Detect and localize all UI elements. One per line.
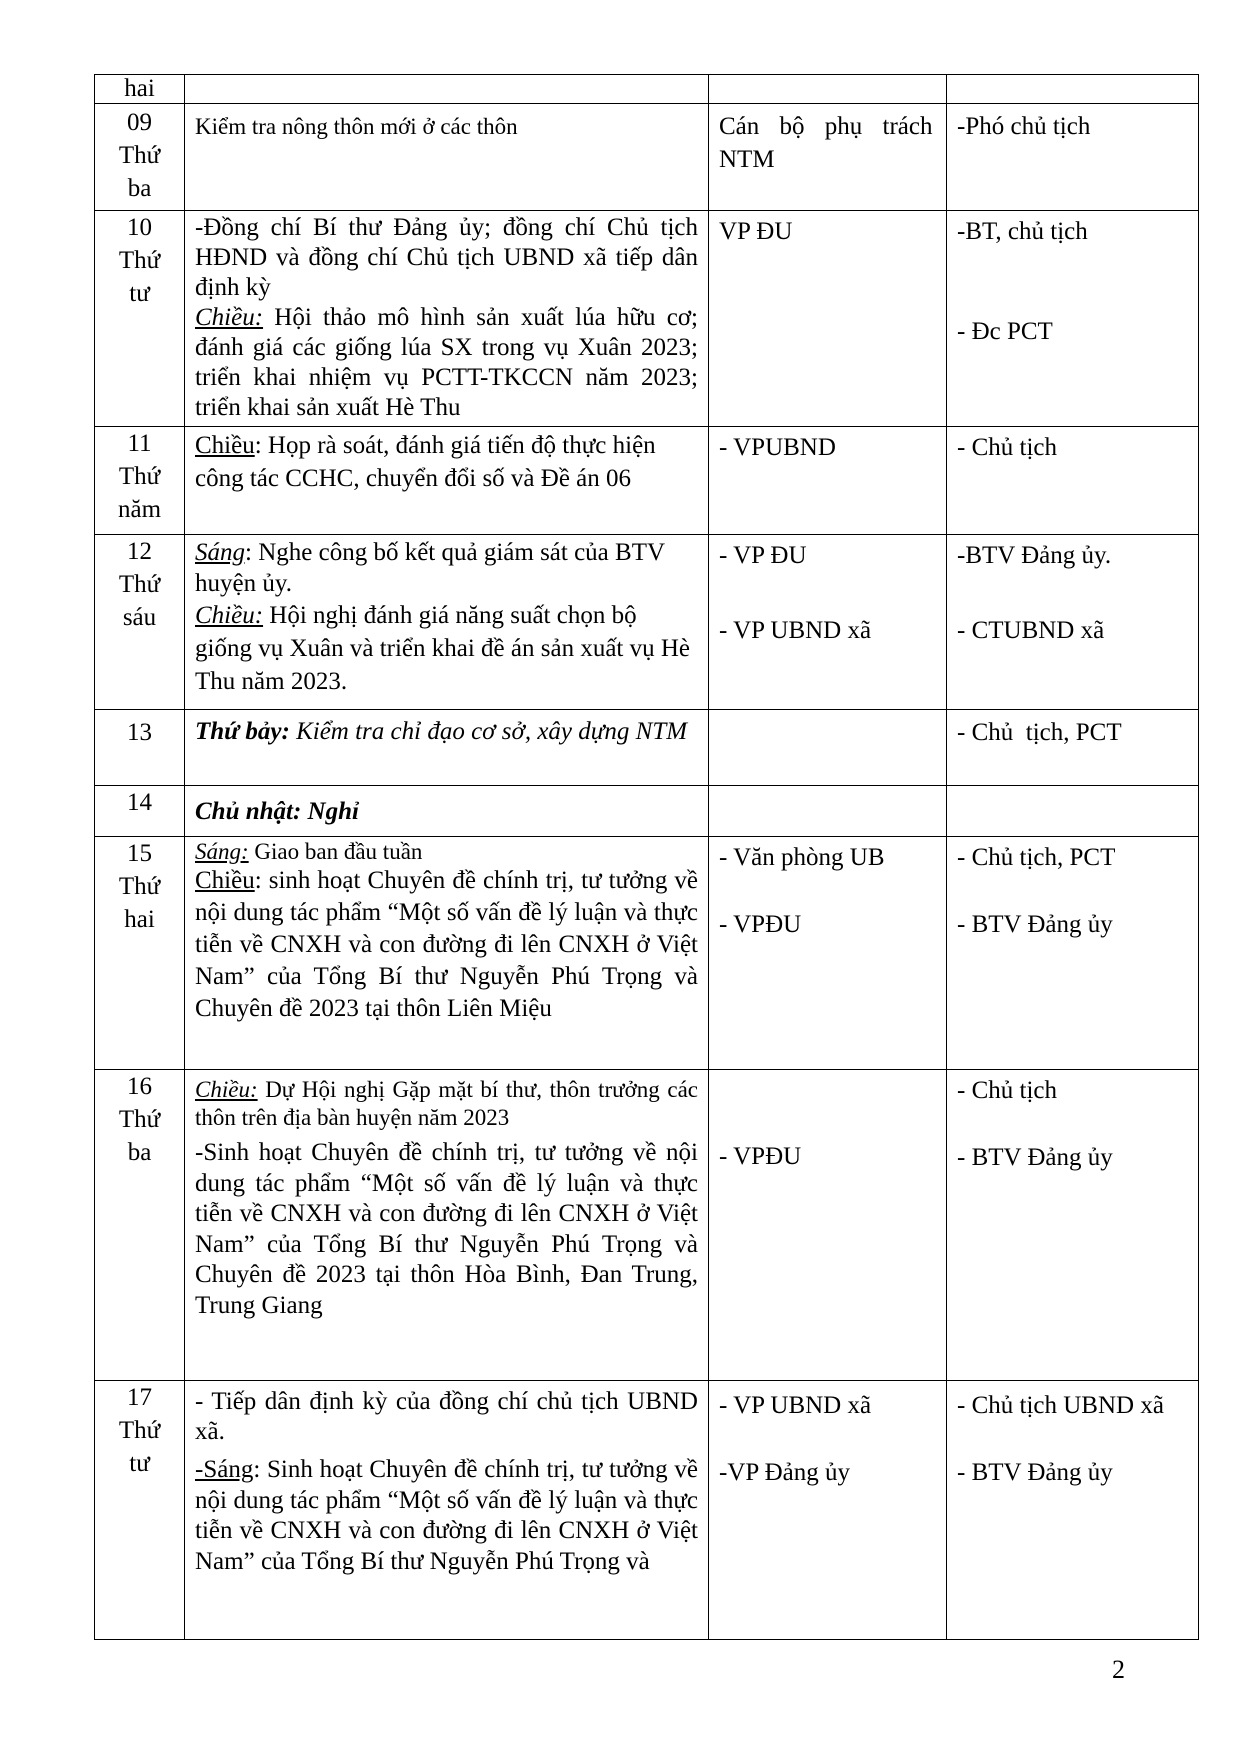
activity-text: [195, 303, 698, 423]
unit-text: - VP UBND xã: [719, 617, 872, 644]
weekday-text: Thứ: [118, 1106, 161, 1133]
weekday-text: năm: [117, 496, 162, 523]
activity-cell: [185, 75, 709, 104]
lead-text: -Phó chủ tịch: [957, 113, 1091, 140]
unit-cell: [709, 710, 947, 786]
day-number: 09: [127, 109, 152, 136]
weekday-text: tư: [129, 1450, 150, 1477]
activity-cell: [185, 427, 709, 535]
spacer: [719, 874, 936, 908]
weekday-text: Thứ: [118, 142, 161, 169]
spacer: [957, 248, 1188, 315]
activity-cell: [185, 1381, 709, 1640]
unit-cell: [709, 837, 947, 1070]
lead-text: -BTV Đảng ủy.: [957, 542, 1112, 569]
weekday-text: tư: [129, 280, 150, 307]
session-label: Chiều:: [195, 602, 264, 629]
spacer: [719, 1422, 936, 1456]
spacer: [957, 874, 1188, 908]
activity-detail: Giao ban đầu tuần: [248, 839, 423, 864]
day-cell: [95, 710, 185, 786]
unit-text: Cán bộ phụ trách: [719, 113, 933, 140]
activity-text: -Đồng chí Bí thư Đảng ủy; đồng chí Chủ tịch HĐND và đồng chí Chủ tịch UBND xã tiếp dân định kỳ: [195, 214, 698, 301]
activity-detail: Hội thảo mô hình sản xuất lúa hữu cơ; đánh giá các giống lúa SX trong vụ Xuân 2023; triển khai nhiệm vụ PCTT-TKCCN năm 2023; triển khai sản xuất Hè Thu: [195, 304, 698, 421]
table-row: [95, 1070, 1199, 1381]
activity-cell: [185, 535, 709, 710]
lead-cell: [947, 427, 1199, 535]
table-row: [95, 837, 1199, 1070]
activity-text: Chủ nhật: Nghỉ: [195, 797, 359, 825]
weekday-text: hai: [124, 75, 155, 102]
spacer: [957, 1422, 1188, 1456]
day-number: 14: [127, 789, 152, 816]
day-cell: [95, 104, 185, 211]
weekday-text: ba: [127, 175, 152, 202]
activity-text: -Sinh hoạt Chuyên đề chính trị, tư tưởng về nội dung tác phẩm “Một số vấn đề lý luận và thực tiễn về CNXH và con đường đi lên CNXH ở Việt Nam” của Tổng Bí thư Nguyễn Phú Trọng và Chuyên đề 2023 tại thôn Hòa Bình, Đan Trung, Trung Giang: [195, 1139, 698, 1319]
day-label: Thứ bảy:: [195, 718, 290, 745]
activity-text: [195, 1076, 698, 1132]
unit-cell: [709, 104, 947, 211]
unit-cell: [709, 75, 947, 104]
activity-text: Kiểm tra nông thôn mới ở các thôn: [195, 114, 518, 139]
lead-text: - Chủ tịch, PCT: [957, 844, 1116, 871]
activity-cell: [185, 837, 709, 1070]
activity-text: [195, 1455, 698, 1577]
unit-text: VP ĐU: [719, 218, 793, 245]
unit-cell: [709, 786, 947, 837]
day-cell: [95, 427, 185, 535]
activity-detail: Hội nghị đánh giá năng suất chọn bộ giống vụ Xuân và triển khai đề án sản xuất vụ Hè Thu năm 2023.: [195, 602, 691, 695]
day-number: 15: [127, 840, 152, 867]
unit-text: - VPĐU: [719, 911, 802, 938]
lead-cell: [947, 211, 1199, 427]
unit-text: - VP UBND xã: [719, 1392, 872, 1419]
table-row: [95, 710, 1199, 786]
activity-cell: [185, 211, 709, 427]
day-cell: [95, 837, 185, 1070]
session-label: Sáng: [195, 539, 245, 566]
schedule-table: [94, 74, 1199, 1640]
lead-cell: [947, 75, 1199, 104]
lead-text: -BT, chủ tịch: [957, 218, 1088, 245]
activity-cell: [185, 1070, 709, 1381]
lead-cell: [947, 1381, 1199, 1640]
lead-text: - Chủ tịch, PCT: [957, 719, 1122, 746]
spacer: [719, 572, 936, 614]
activity-detail: : Nghe công bố kết quả giám sát của BTV huyện ủy.: [195, 539, 665, 597]
spacer: [719, 1074, 936, 1140]
day-number: 13: [127, 719, 152, 746]
activity-cell: [185, 786, 709, 837]
unit-cell: [709, 1381, 947, 1640]
lead-text: - Chủ tịch UBND xã: [957, 1392, 1164, 1419]
day-number: 16: [127, 1073, 152, 1100]
session-label: Chiều:: [195, 304, 264, 331]
table-row: [95, 211, 1199, 427]
lead-cell: [947, 104, 1199, 211]
activity-cell: [185, 104, 709, 211]
day-cell: [95, 75, 185, 104]
activity-text: [195, 599, 698, 698]
lead-text: - BTV Đảng ủy: [957, 1459, 1113, 1486]
activity-text: [195, 716, 698, 747]
lead-text: - CTUBND xã: [957, 617, 1105, 644]
weekday-text: Thứ: [118, 873, 161, 900]
spacer: [957, 1107, 1188, 1141]
activity-detail: Dự Hội nghị Gặp mặt bí thư, thôn trưởng các thôn trên địa bàn huyện năm 2023: [195, 1077, 698, 1130]
unit-cell: [709, 427, 947, 535]
activity-detail: : Sinh hoạt Chuyên đề chính trị, tư tưởng về nội dung tác phẩm “Một số vấn đề lý luận và thực tiễn về CNXH và con đường đi lên CNXH ở Việt Nam” của Tổng Bí thư Nguyễn Phú Trọng và: [195, 1456, 698, 1575]
lead-cell: [947, 1070, 1199, 1381]
lead-text: - BTV Đảng ủy: [957, 1144, 1113, 1171]
unit-text: - VPĐU: [719, 1143, 802, 1170]
page-number: 2: [1112, 1655, 1125, 1684]
activity-text: [195, 537, 698, 599]
weekday-text: Thứ: [118, 571, 161, 598]
table-row: [95, 427, 1199, 535]
activity-text: [195, 429, 698, 495]
unit-text: - Văn phòng UB: [719, 844, 885, 871]
weekday-text: Thứ: [118, 1417, 161, 1444]
day-number: 10: [127, 214, 152, 241]
lead-cell: [947, 535, 1199, 710]
lead-text: - Chủ tịch: [957, 434, 1057, 461]
session-label: Chiều: [195, 432, 255, 459]
table-row: [95, 75, 1199, 104]
spacer: [957, 572, 1188, 614]
activity-text: [195, 865, 698, 1025]
day-cell: [95, 1381, 185, 1640]
unit-text: NTM: [719, 146, 775, 173]
session-label: Chiều: [195, 867, 255, 894]
unit-cell: [709, 1070, 947, 1381]
table-row: [95, 535, 1199, 710]
activity-detail: : Họp rà soát, đánh giá tiến độ thực hiện công tác CCHC, chuyển đổi số và Đề án 06: [195, 432, 656, 492]
unit-cell: [709, 211, 947, 427]
activity-text: [195, 839, 698, 865]
lead-text: - Đc PCT: [957, 318, 1053, 345]
day-cell: [95, 211, 185, 427]
table-row: [95, 786, 1199, 837]
table-row: [95, 104, 1199, 211]
day-number: 17: [127, 1384, 152, 1411]
lead-text: - BTV Đảng ủy: [957, 911, 1113, 938]
day-cell: [95, 535, 185, 710]
day-cell: [95, 786, 185, 837]
weekday-text: Thứ: [118, 247, 161, 274]
activity-detail: Kiểm tra chỉ đạo cơ sở, xây dựng NTM: [289, 718, 688, 745]
day-number: 11: [127, 430, 152, 457]
session-label: -Sáng: [195, 1456, 254, 1483]
weekday-text: Thứ: [118, 463, 161, 490]
weekday-text: hai: [124, 906, 155, 933]
weekday-text: ba: [127, 1139, 152, 1166]
day-cell: [95, 1070, 185, 1381]
unit-text: - VP ĐU: [719, 542, 807, 569]
lead-cell: [947, 837, 1199, 1070]
activity-text: - Tiếp dân định kỳ của đồng chí chủ tịch UBND xã.: [195, 1388, 698, 1445]
activity-detail: : sinh hoạt Chuyên đề chính trị, tư tưởng về nội dung tác phẩm “Một số vấn đề lý luận và thực tiễn về CNXH và con đường đi lên CNXH ở Việt Nam” của Tổng Bí thư Nguyễn Phú Trọng và Chuyên đề 2023 tại thôn Liên Miệu: [195, 867, 698, 1022]
unit-text: - VPUBND: [719, 434, 836, 461]
lead-text: - Chủ tịch: [957, 1077, 1057, 1104]
lead-cell: [947, 710, 1199, 786]
activity-cell: [185, 710, 709, 786]
lead-cell: [947, 786, 1199, 837]
session-label: Chiều:: [195, 1077, 258, 1102]
session-label: Sáng:: [195, 839, 249, 864]
day-number: 12: [127, 538, 152, 565]
table-row: [95, 1381, 1199, 1640]
weekday-text: sáu: [122, 604, 157, 631]
unit-text: -VP Đảng ủy: [719, 1459, 851, 1486]
unit-cell: [709, 535, 947, 710]
